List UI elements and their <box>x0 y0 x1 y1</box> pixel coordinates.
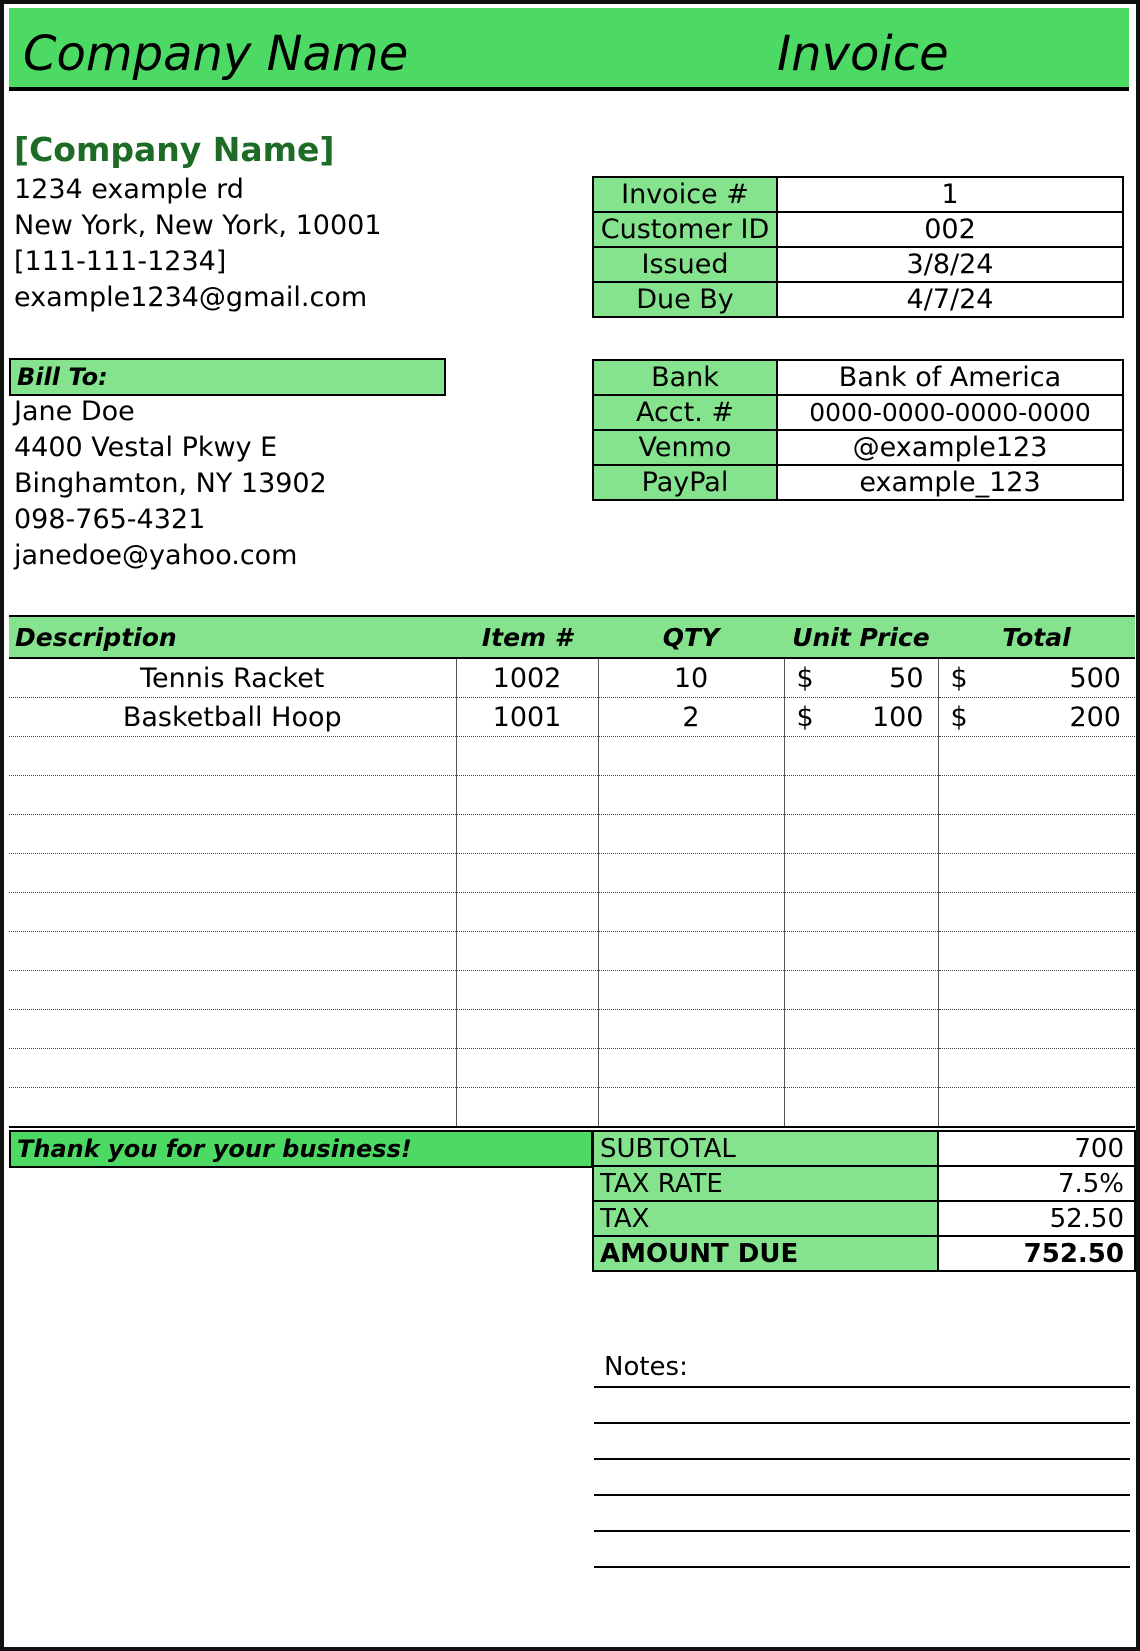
notes-section <box>594 1352 1130 1568</box>
col-total: Total <box>938 616 1135 658</box>
unit-price-value: 50 <box>889 662 924 694</box>
empty-row <box>9 893 1135 932</box>
empty-row <box>9 971 1135 1010</box>
empty-row <box>9 1088 1135 1128</box>
currency-symbol: $ <box>950 662 968 694</box>
amount-due-value: 752.50 <box>938 1236 1135 1271</box>
currency-symbol: $ <box>796 701 814 733</box>
subtotal-value: 700 <box>938 1131 1135 1166</box>
paypal-label: PayPal <box>593 465 777 500</box>
col-description: Description <box>9 616 456 658</box>
venmo-label: Venmo <box>593 430 777 465</box>
row-item-number: 1002 <box>456 658 598 698</box>
invoice-info-table <box>592 176 1124 318</box>
company-name: [Company Name] <box>14 130 335 169</box>
row-unit-price <box>784 698 938 737</box>
table-row <box>9 658 1135 698</box>
invoice-number-label: Invoice # <box>593 177 777 212</box>
table-row <box>9 698 1135 737</box>
notes-line[interactable] <box>594 1424 1130 1460</box>
empty-row <box>9 854 1135 893</box>
invoice-number-row <box>593 177 1123 212</box>
currency-symbol: $ <box>950 701 968 733</box>
tax-label: TAX <box>593 1201 938 1236</box>
tax-rate-value: 7.5% <box>938 1166 1135 1201</box>
issued-row <box>593 247 1123 282</box>
notes-line[interactable] <box>594 1532 1130 1568</box>
line-items-table <box>9 615 1135 1128</box>
notes-label: Notes: <box>594 1352 1130 1388</box>
empty-row <box>9 932 1135 971</box>
row-qty: 2 <box>598 698 784 737</box>
customer-id-value: 002 <box>777 212 1123 247</box>
account-label: Acct. # <box>593 395 777 430</box>
company-phone: [111-111-1234] <box>14 246 227 277</box>
unit-price-value: 100 <box>871 701 924 733</box>
invoice-number-value: 1 <box>777 177 1123 212</box>
row-description: Basketball Hoop <box>9 698 456 737</box>
bill-to-heading: Bill To: <box>9 358 446 396</box>
bank-row <box>593 360 1123 395</box>
row-description: Tennis Racket <box>9 658 456 698</box>
tax-rate-row <box>593 1166 1135 1201</box>
header-invoice-title: Invoice <box>777 26 949 82</box>
thank-you-banner: Thank you for your business! <box>9 1130 593 1168</box>
totals-table <box>592 1130 1136 1272</box>
col-qty: QTY <box>598 616 784 658</box>
company-city: New York, New York, 10001 <box>14 210 382 241</box>
customer-id-row <box>593 212 1123 247</box>
currency-symbol: $ <box>796 662 814 694</box>
row-qty: 10 <box>598 658 784 698</box>
tax-rate-label: TAX RATE <box>593 1166 938 1201</box>
due-by-row <box>593 282 1123 317</box>
subtotal-row <box>593 1131 1135 1166</box>
bill-to-street: 4400 Vestal Pkwy E <box>14 432 278 463</box>
col-unit-price: Unit Price <box>784 616 938 658</box>
line-items-header <box>9 616 1135 658</box>
company-email: example1234@gmail.com <box>14 282 368 313</box>
paypal-row <box>593 465 1123 500</box>
header-company-title: Company Name <box>23 26 409 82</box>
tax-value: 52.50 <box>938 1201 1135 1236</box>
bill-to-phone: 098-765-4321 <box>14 504 206 535</box>
account-row <box>593 395 1123 430</box>
row-total <box>938 658 1135 698</box>
empty-row <box>9 776 1135 815</box>
row-total <box>938 698 1135 737</box>
bill-to-name: Jane Doe <box>14 396 135 427</box>
paypal-value: example_123 <box>777 465 1123 500</box>
company-street: 1234 example rd <box>14 174 244 205</box>
empty-row <box>9 1010 1135 1049</box>
bank-label: Bank <box>593 360 777 395</box>
amount-due-label: AMOUNT DUE <box>593 1236 938 1271</box>
notes-line[interactable] <box>594 1388 1130 1424</box>
total-value: 500 <box>1069 662 1121 694</box>
bank-value: Bank of America <box>777 360 1123 395</box>
empty-row <box>9 1049 1135 1088</box>
notes-line[interactable] <box>594 1496 1130 1532</box>
row-unit-price <box>784 658 938 698</box>
empty-row <box>9 737 1135 776</box>
subtotal-label: SUBTOTAL <box>593 1131 938 1166</box>
due-by-value: 4/7/24 <box>777 282 1123 317</box>
col-item-number: Item # <box>456 616 598 658</box>
payment-info-table <box>592 359 1124 501</box>
bill-to-city: Binghamton, NY 13902 <box>14 468 327 499</box>
header-bar <box>9 8 1129 91</box>
venmo-value: @example123 <box>777 430 1123 465</box>
customer-id-label: Customer ID <box>593 212 777 247</box>
empty-row <box>9 815 1135 854</box>
tax-row <box>593 1201 1135 1236</box>
total-value: 200 <box>1069 701 1121 733</box>
venmo-row <box>593 430 1123 465</box>
issued-value: 3/8/24 <box>777 247 1123 282</box>
due-by-label: Due By <box>593 282 777 317</box>
bill-to-email: janedoe@yahoo.com <box>14 540 298 571</box>
account-value: 0000-0000-0000-0000 <box>777 395 1123 430</box>
notes-line[interactable] <box>594 1460 1130 1496</box>
amount-due-row <box>593 1236 1135 1271</box>
row-item-number: 1001 <box>456 698 598 737</box>
issued-label: Issued <box>593 247 777 282</box>
invoice-page <box>4 4 1136 1647</box>
